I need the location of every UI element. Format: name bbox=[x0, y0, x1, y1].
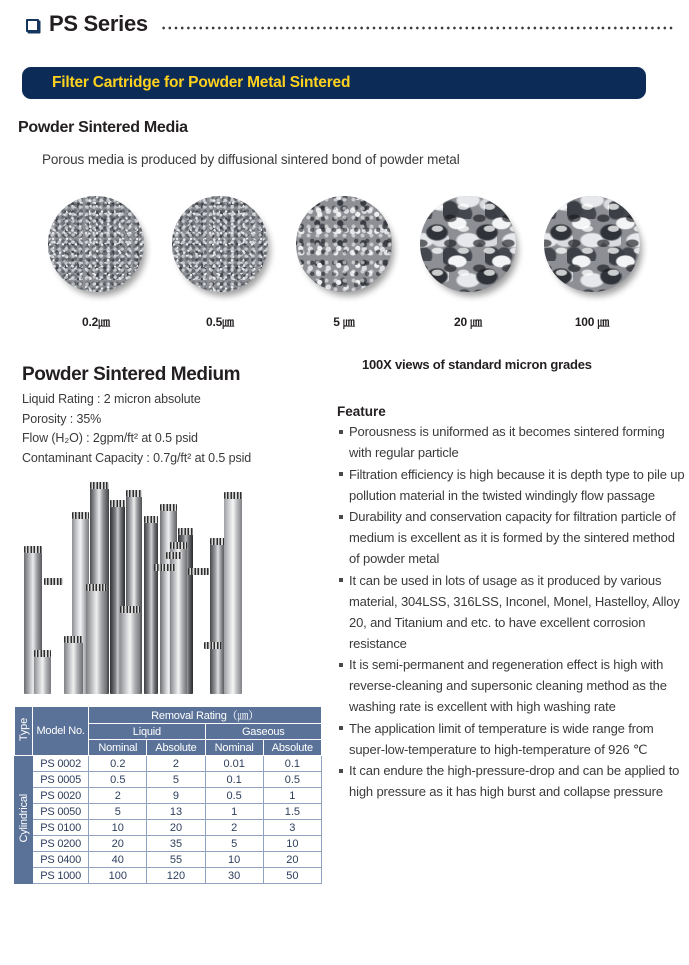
micrograph-label: 20 ㎛ bbox=[454, 315, 482, 329]
micrograph-label: 0.2㎛ bbox=[82, 315, 110, 329]
table-row bbox=[15, 804, 322, 820]
micrograph-sample bbox=[40, 196, 152, 330]
cell-liquid-absolute: 35 bbox=[147, 836, 205, 852]
header-liquid: Liquid bbox=[89, 724, 205, 740]
header-gaseous: Gaseous bbox=[205, 724, 321, 740]
micrograph-image-icon bbox=[420, 196, 516, 292]
feature-text: Filtration efficiency is high because it is depth type to pile up pollution material in the twisted windingly flow passage bbox=[349, 466, 685, 503]
cell-gaseous-absolute: 20 bbox=[263, 852, 321, 868]
feature-text: It can be used in lots of usage as it produced by various material, 304LSS, 316LSS, Inconel, Monel, Hastelloy, Alloy 20, and Titanium and etc. to have excellent corrosion resistance bbox=[349, 572, 680, 651]
micrograph-label: 100 ㎛ bbox=[574, 315, 610, 329]
table-row bbox=[15, 820, 322, 836]
cell-model: PS 1000 bbox=[33, 868, 89, 884]
feature-item bbox=[337, 760, 685, 802]
micrograph-image-icon bbox=[48, 196, 144, 292]
bullet-icon bbox=[339, 663, 343, 667]
cell-liquid-nominal: 0.2 bbox=[89, 756, 147, 772]
feature-heading: Feature bbox=[337, 404, 386, 419]
cell-liquid-absolute: 5 bbox=[147, 772, 205, 788]
header-gaseous-absolute: Absolute bbox=[263, 740, 321, 756]
micrograph-label: 5 ㎛ bbox=[333, 315, 355, 329]
cell-model: PS 0005 bbox=[33, 772, 89, 788]
cartridge-photo bbox=[20, 468, 316, 694]
cell-gaseous-absolute: 3 bbox=[263, 820, 321, 836]
cell-liquid-nominal: 10 bbox=[89, 820, 147, 836]
media-heading: Powder Sintered Media bbox=[18, 119, 188, 136]
micrograph-image-icon bbox=[172, 196, 268, 292]
cell-gaseous-nominal: 5 bbox=[205, 836, 263, 852]
cell-liquid-nominal: 2 bbox=[89, 788, 147, 804]
cell-liquid-absolute: 120 bbox=[147, 868, 205, 884]
cell-gaseous-absolute: 10 bbox=[263, 836, 321, 852]
cell-type-cylindrical: Cylindrical bbox=[15, 756, 33, 884]
cell-model: PS 0100 bbox=[33, 820, 89, 836]
cell-liquid-absolute: 13 bbox=[147, 804, 205, 820]
table-row bbox=[15, 868, 322, 884]
feature-item bbox=[337, 506, 685, 569]
micrograph-label: 0.5㎛ bbox=[206, 315, 234, 329]
bullet-icon bbox=[339, 726, 343, 730]
header-model-no: Model No. bbox=[33, 707, 89, 756]
cell-model: PS 0200 bbox=[33, 836, 89, 852]
medium-spec-list bbox=[22, 390, 322, 468]
cell-model: PS 0002 bbox=[33, 756, 89, 772]
check-box-icon bbox=[26, 19, 39, 32]
spec-line: Liquid Rating : 2 micron absolute bbox=[22, 392, 201, 406]
header-liquid-absolute: Absolute bbox=[147, 740, 205, 756]
micrograph-sample bbox=[288, 196, 400, 330]
cell-gaseous-nominal: 30 bbox=[205, 868, 263, 884]
banner-title: Filter Cartridge for Powder Metal Sintered bbox=[52, 74, 351, 91]
cell-liquid-absolute: 55 bbox=[147, 852, 205, 868]
table-row bbox=[15, 788, 322, 804]
micrograph-sample bbox=[412, 196, 524, 330]
cell-liquid-nominal: 100 bbox=[89, 868, 147, 884]
bullet-icon bbox=[339, 472, 343, 476]
section-banner bbox=[22, 67, 646, 99]
feature-text: Durability and conservation capacity for filtration particle of medium is excellent as it is formed by the sintered method of powder metal bbox=[349, 509, 676, 566]
feature-item bbox=[337, 718, 685, 760]
spec-line: Flow (H₂O) : 2gpm/ft² at 0.5 psid bbox=[22, 431, 198, 445]
feature-item bbox=[337, 570, 685, 654]
cell-gaseous-nominal: 10 bbox=[205, 852, 263, 868]
micrograph-sample bbox=[536, 196, 648, 330]
micrograph-sample bbox=[164, 196, 276, 330]
feature-text: It is semi-permanent and regeneration effect is high with reverse-cleaning and supersonic cleaning method as the washing rate is excellent with high washing rate bbox=[349, 657, 667, 714]
feature-item bbox=[337, 654, 685, 717]
bullet-icon bbox=[339, 578, 343, 582]
table-row bbox=[15, 772, 322, 788]
media-description: Porous media is produced by diffusional sintered bond of powder metal bbox=[42, 152, 460, 167]
micrograph-row bbox=[40, 196, 650, 346]
feature-item bbox=[337, 464, 685, 506]
cell-model: PS 0400 bbox=[33, 852, 89, 868]
micrograph-image-icon bbox=[544, 196, 640, 292]
cell-liquid-absolute: 9 bbox=[147, 788, 205, 804]
cell-liquid-nominal: 5 bbox=[89, 804, 147, 820]
medium-heading: Powder Sintered Medium bbox=[22, 364, 241, 385]
bullet-icon bbox=[339, 515, 343, 519]
cell-model: PS 0050 bbox=[33, 804, 89, 820]
micrograph-caption: 100X views of standard micron grades bbox=[362, 357, 592, 372]
table-row bbox=[15, 756, 322, 772]
cell-liquid-nominal: 20 bbox=[89, 836, 147, 852]
feature-text: Porousness is uniformed as it becomes sintered forming with regular particle bbox=[349, 424, 665, 460]
dotted-leader bbox=[162, 21, 674, 35]
header-liquid-nominal: Nominal bbox=[89, 740, 147, 756]
cell-model: PS 0020 bbox=[33, 788, 89, 804]
page-header bbox=[26, 9, 674, 39]
spec-line: Porosity : 35% bbox=[22, 411, 102, 426]
cell-gaseous-absolute: 0.1 bbox=[263, 756, 321, 772]
spec-line: Contaminant Capacity : 0.7g/ft² at 0.5 psid bbox=[22, 450, 252, 465]
header-removal-rating: Removal Rating（㎛） bbox=[89, 707, 322, 724]
feature-text: It can endure the high-pressure-drop and can be applied to high pressure as it has high burst and collapse pressure bbox=[349, 763, 680, 799]
cell-gaseous-absolute: 50 bbox=[263, 868, 321, 884]
feature-item bbox=[337, 421, 685, 463]
feature-list bbox=[337, 421, 685, 803]
cell-gaseous-absolute: 1.5 bbox=[263, 804, 321, 820]
cell-liquid-absolute: 2 bbox=[147, 756, 205, 772]
header-gaseous-nominal: Nominal bbox=[205, 740, 263, 756]
cell-liquid-absolute: 20 bbox=[147, 820, 205, 836]
cell-gaseous-absolute: 1 bbox=[263, 788, 321, 804]
cell-gaseous-nominal: 2 bbox=[205, 820, 263, 836]
cell-liquid-nominal: 0.5 bbox=[89, 772, 147, 788]
cell-liquid-nominal: 40 bbox=[89, 852, 147, 868]
feature-text: The application limit of temperature is wide range from super-low-temperature to high-temperature of 926 ℃ bbox=[349, 720, 654, 757]
table-row bbox=[15, 852, 322, 868]
table-header-row bbox=[15, 707, 322, 724]
header-type: Type bbox=[15, 707, 33, 756]
cell-gaseous-absolute: 0.5 bbox=[263, 772, 321, 788]
page-title: PS Series bbox=[49, 11, 148, 36]
cell-gaseous-nominal: 0.01 bbox=[205, 756, 263, 772]
micrograph-image-icon bbox=[296, 196, 392, 292]
bullet-icon bbox=[339, 430, 343, 434]
removal-rating-table bbox=[14, 706, 322, 884]
bullet-icon bbox=[339, 769, 343, 773]
cell-gaseous-nominal: 0.1 bbox=[205, 772, 263, 788]
cell-gaseous-nominal: 1 bbox=[205, 804, 263, 820]
table-row bbox=[15, 836, 322, 852]
cell-gaseous-nominal: 0.5 bbox=[205, 788, 263, 804]
